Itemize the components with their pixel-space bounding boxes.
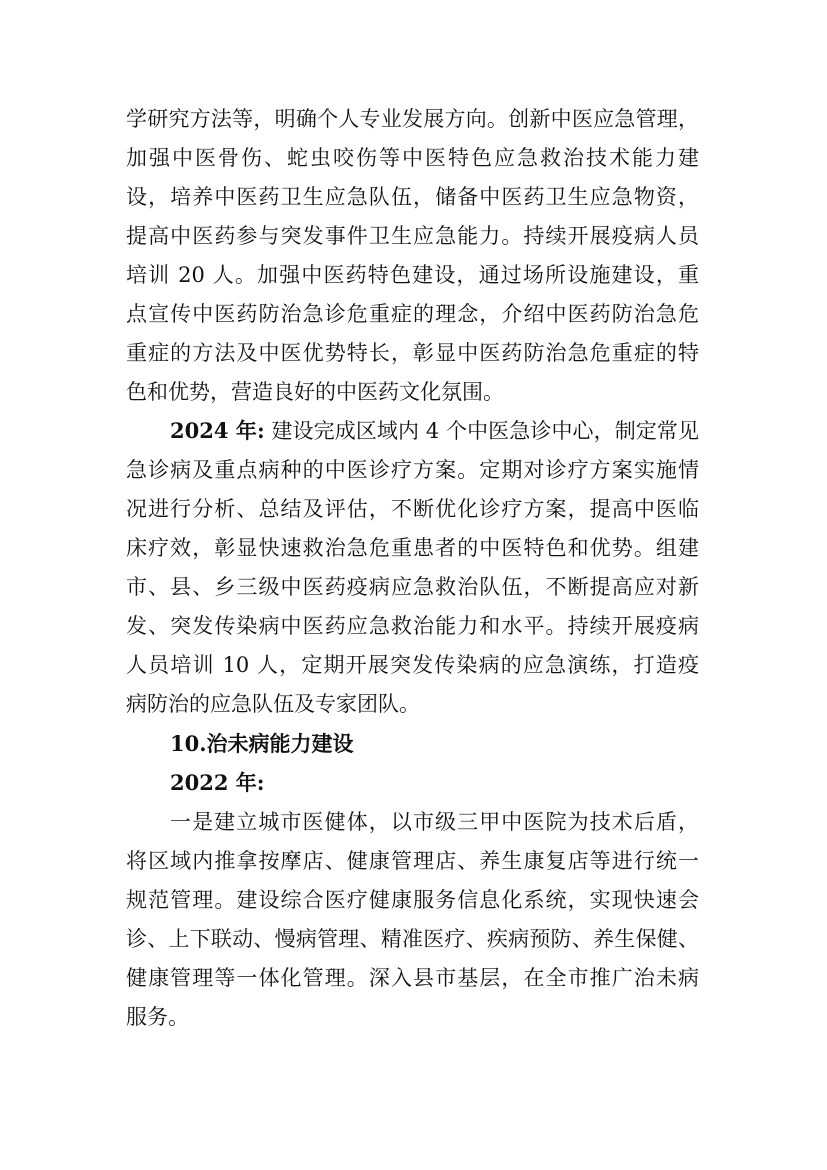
- paragraph-line: 况进行分析、总结及评估，不断优化诊疗方案，提高中医临: [126, 497, 699, 521]
- paragraph-line: 提高中医药参与突发事件卫生应急能力。持续开展疫病人员: [126, 224, 699, 248]
- paragraph-line: 色和优势，营造良好的中医药文化氛围。: [126, 380, 504, 404]
- paragraph-line: 设，培养中医药卫生应急队伍，储备中医药卫生应急物资，: [126, 185, 699, 209]
- paragraph-line: 加强中医骨伤、蛇虫咬伤等中医特色应急救治技术能力建: [126, 146, 699, 170]
- paragraph-line: 重症的方法及中医优势特长，彰显中医药防治急危重症的特: [126, 341, 699, 365]
- paragraph-line: 人员培训 10 人，定期开展突发传染病的应急演练，打造疫: [126, 653, 699, 677]
- year-label-2024: 2024 年:: [170, 418, 265, 443]
- paragraph-line: 点宣传中医药防治急诊危重症的理念，介绍中医药防治急危: [126, 302, 699, 326]
- paragraph-line: 将区域内推拿按摩店、健康管理店、养生康复店等进行统一: [126, 849, 699, 873]
- paragraph-line: 健康管理等一体化管理。深入县市基层，在全市推广治未病: [126, 966, 699, 990]
- paragraph-line: 培训 20 人。加强中医药特色建设，通过场所设施建设，重: [126, 263, 699, 287]
- year-heading-2022: 2022 年:: [170, 770, 265, 795]
- paragraph-line: 一是建立城市医健体，以市级三甲中医院为技术后盾，: [170, 810, 699, 834]
- paragraph-line-2024: [170, 414, 699, 448]
- paragraph-text: 建设完成区域内 4 个中医急诊中心，制定常见: [264, 419, 699, 443]
- paragraph-line: 发、突发传染病中医药应急救治能力和水平。持续开展疫病: [126, 614, 699, 638]
- paragraph-line: 诊、上下联动、慢病管理、精准医疗、疾病预防、养生保健、: [126, 927, 699, 951]
- paragraph-line: 病防治的应急队伍及专家团队。: [126, 692, 420, 716]
- paragraph-line: 学研究方法等，明确个人专业发展方向。创新中医应急管理，: [126, 107, 699, 131]
- section-heading: 10.治未病能力建设: [170, 731, 354, 756]
- paragraph-line: 服务。: [126, 1005, 189, 1029]
- paragraph-line: 市、县、乡三级中医药疫病应急救治队伍，不断提高应对新: [126, 575, 699, 599]
- paragraph-line: 床疗效，彰显快速救治急危重患者的中医特色和优势。组建: [126, 536, 699, 560]
- paragraph-line: 急诊病及重点病种的中医诊疗方案。定期对诊疗方案实施情: [126, 458, 699, 482]
- paragraph-line: 规范管理。建设综合医疗健康服务信息化系统，实现快速会: [126, 888, 699, 912]
